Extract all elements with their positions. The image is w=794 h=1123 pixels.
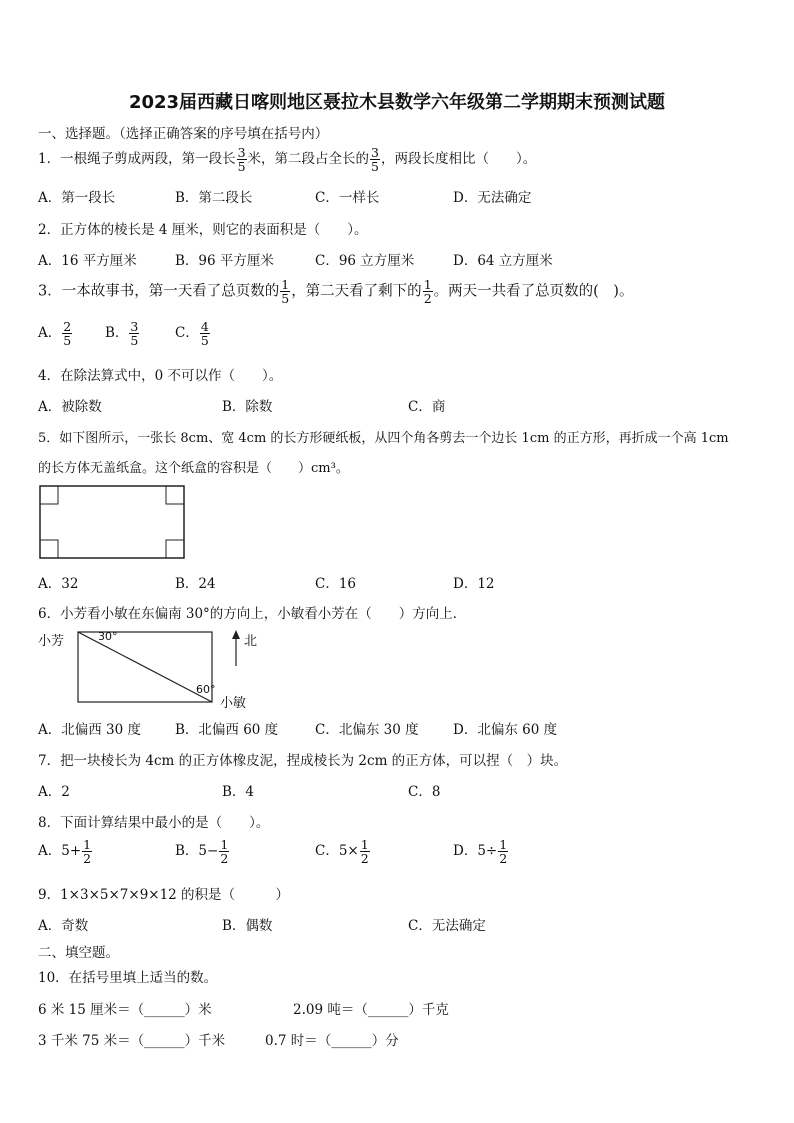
q3-option-c: C． $\frac{4}{5}$ [175,319,209,349]
q1-option-a: A．第一段长 [38,190,116,206]
angle-60-label: 60° [196,683,216,696]
page-title: 2023届西藏日喀则地区聂拉木县数学六年级第二学期期末预测试题 [128,92,666,113]
q6-option-d: D．北偏东 60 度 [453,722,558,738]
q3-text-b: ，第二天看了剩下的 [291,283,422,300]
section-choice-heading: 一、选择题。（选择正确答案的序号填在括号内） [38,126,329,142]
corner-square-bottom-left [40,540,58,558]
q1-fraction-1: $\frac{3}{5}$ [237,145,246,175]
corner-square-bottom-right [166,540,184,558]
q1-text-a: 1．一根绳子剪成两段，第一段长 [38,151,236,168]
q4-option-c: C．商 [408,399,446,415]
cardboard-rectangle-figure [38,484,188,562]
q9-option-a: A．奇数 [38,918,89,934]
q3-option-a: A． $\frac{2}{5}$ [38,319,72,349]
q8-option-c: C．5× $\frac{1}{2}$ [315,837,369,867]
section-fill-heading: 二、填空题。 [38,945,119,961]
q7-option-b: B．4 [222,784,255,800]
question-4: 4．在除法算式中，0 不可以作（ ）。 [38,368,283,384]
question-10: 10．在括号里填上适当的数。 [38,970,218,986]
corner-square-top-left [40,486,58,504]
cardboard-outline [40,486,184,558]
q2-option-c: C．96 立方厘米 [315,253,415,269]
q1-text-c: ，两段长度相比（ ）。 [381,151,537,168]
question-8: 8．下面计算结果中最小的是（ ）。 [38,815,270,831]
q8-option-a: A．5+ $\frac{1}{2}$ [38,837,92,867]
north-arrow-icon [232,630,240,639]
q7-option-a: A．2 [38,784,70,800]
corner-square-top-right [166,486,184,504]
q6-option-c: C．北偏东 30 度 [315,722,419,738]
question-6: 6．小芳看小敏在东偏南 30°的方向上，小敏看小芳在（ ）方向上． [38,606,467,622]
q1-option-b: B．第二段长 [175,190,253,206]
q3-option-b: B． $\frac{3}{5}$ [105,319,139,349]
question-5-line-2: 的长方体无盖纸盒。这个纸盒的容积是（ ）cm³。 [38,461,349,476]
q10-blank-2: 2.09 吨＝（______）千克 [293,1002,449,1018]
q1-option-d: D．无法确定 [453,190,532,206]
q2-option-b: B．96 平方厘米 [175,253,274,269]
label-xiaofang: 小芳 [38,634,65,649]
q2-option-d: D．64 立方厘米 [453,253,553,269]
q10-blank-3: 3 千米 75 米＝（______）千米 [38,1033,226,1049]
q1-fraction-2: $\frac{3}{5}$ [371,145,379,175]
q3-text-c: 。两天一共看了总页数的( )。 [433,283,634,300]
q6-option-b: B．北偏西 60 度 [175,722,279,738]
q5-option-c: C．16 [315,576,357,592]
question-9: 9．1×3×5×7×9×12 的积是（ ） [38,887,290,903]
q3-text-a: 3．一本故事书，第一天看了总页数的 [38,283,280,300]
q10-blank-4: 0.7 时＝（______）分 [265,1033,399,1049]
q6-option-a: A．北偏西 30 度 [38,722,142,738]
q7-option-c: C．8 [408,784,441,800]
q8-option-b: B．5− $\frac{1}{2}$ [175,837,229,867]
question-5-line-1: 5．如下图所示，一张长 8cm、宽 4cm 的长方形硬纸板，从四个角各剪去一个边长 1cm 的正方形，再折成一个高 1cm [38,431,729,446]
q5-option-a: A．32 [38,576,79,592]
q5-option-d: D．12 [453,576,495,592]
q4-option-a: A．被除数 [38,399,102,415]
q3-fraction-1: $\frac{1}{5}$ [281,277,290,307]
q9-option-c: C．无法确定 [408,918,486,934]
q4-option-b: B．除数 [222,399,273,415]
label-xiaomin: 小敏 [220,696,247,711]
question-7: 7．把一块棱长为 4cm 的正方体橡皮泥，捏成棱长为 2cm 的正方体，可以捏（ ）块。 [38,753,568,769]
angle-30-label: 30° [98,630,118,643]
q2-option-a: A．16 平方厘米 [38,253,137,269]
q9-option-b: B．偶数 [222,918,273,934]
question-1 [38,146,536,173]
q3-fraction-2: $\frac{1}{2}$ [423,277,432,307]
q10-blank-1: 6 米 15 厘米＝（______）米 [38,1002,212,1018]
q8-option-d: D．5÷ $\frac{1}{2}$ [453,837,508,867]
question-3 [38,278,633,305]
question-2: 2．正方体的棱长是 4 厘米，则它的表面积是（ ）。 [38,222,368,238]
q1-text-b: 米，第二段占全长的 [247,151,370,168]
label-north: 北 [244,634,258,649]
q5-option-b: B．24 [175,576,216,592]
q1-option-c: C．一样长 [315,190,380,206]
